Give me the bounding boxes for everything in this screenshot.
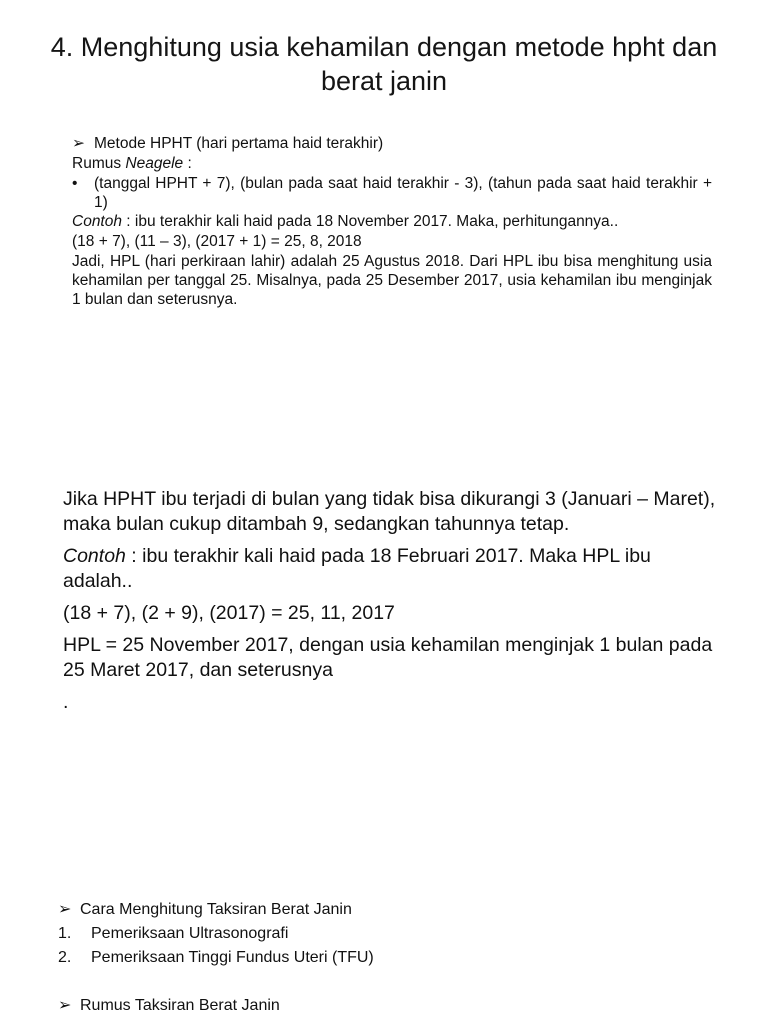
hpl-paragraph: HPL = 25 November 2017, dengan usia kehamilan menginjak 1 bulan pada 25 Maret 2017, dan seterusnya [63,634,713,681]
list-item [58,946,718,970]
hpht-heading-text: Metode HPHT (hari pertama haid terakhir) [94,135,384,152]
bullet-dot-icon: • [72,175,78,192]
formula-bullet [72,174,712,212]
fetal-weight-section [58,898,718,1018]
formula-heading [58,994,718,1018]
formula-bullet-text: (tanggal HPHT + 7), (bulan pada saat haid terakhir - 3), (tahun pada saat haid terakhir + 1) [94,175,712,211]
contoh-label: Contoh [72,213,122,230]
trailing-dot: . [63,691,69,713]
list-number: 2. [58,949,72,966]
formula-example-2: (18 + 7), (2 + 9), (2017) = 25, 11, 2017 [63,602,395,624]
rumus-colon: : [183,155,192,172]
weight-heading [58,898,718,922]
arrow-bullet-icon: ➢ [72,135,85,152]
exception-paragraph: Jika HPHT ibu terjadi di bulan yang tidak bisa dikurangi 3 (Januari – Maret), maka bulan cukup ditambah 9, sedangkan tahunnya tetap. [63,488,716,535]
list-number: 1. [58,925,72,942]
rumus-name: Neagele [125,155,184,172]
list-item [58,922,718,946]
contoh-label-2: Contoh [63,545,126,567]
rumus-label: Rumus [72,155,126,172]
hpht-method-section [72,134,712,309]
rumus-line [72,154,712,174]
arrow-bullet-icon: ➢ [58,901,72,918]
contoh-text-2: : ibu terakhir kali haid pada 18 Februari 2017. Maka HPL ibu adalah.. [63,545,651,592]
hpht-heading [72,134,712,154]
weight-heading-text: Cara Menghitung Taksiran Berat Janin [80,901,352,918]
list-text: Pemeriksaan Tinggi Fundus Uteri (TFU) [91,949,374,966]
list-text: Pemeriksaan Ultrasonografi [91,925,289,942]
conclusion-paragraph: Jadi, HPL (hari perkiraan lahir) adalah 25 Agustus 2018. Dari HPL ibu bisa menghitung usia kehamilan per tanggal 25. Misalnya, pada 25 Desember 2017, usia kehamilan ibu menginjak 1 bulan dan seterusnya. [72,253,712,308]
contoh-line [72,212,712,232]
formula-example: (18 + 7), (11 – 3), (2017 + 1) = 25, 8, 2018 [72,233,362,250]
arrow-bullet-icon: ➢ [58,997,72,1014]
contoh-line-2 [63,544,723,594]
page-title: 4. Menghitung usia kehamilan dengan metode hpht dan berat janin [50,32,718,96]
contoh-text: : ibu terakhir kali haid pada 18 November 2017. Maka, perhitungannya.. [121,213,619,230]
exception-section [63,487,723,722]
formula-heading-text: Rumus Taksiran Berat Janin [80,997,280,1014]
